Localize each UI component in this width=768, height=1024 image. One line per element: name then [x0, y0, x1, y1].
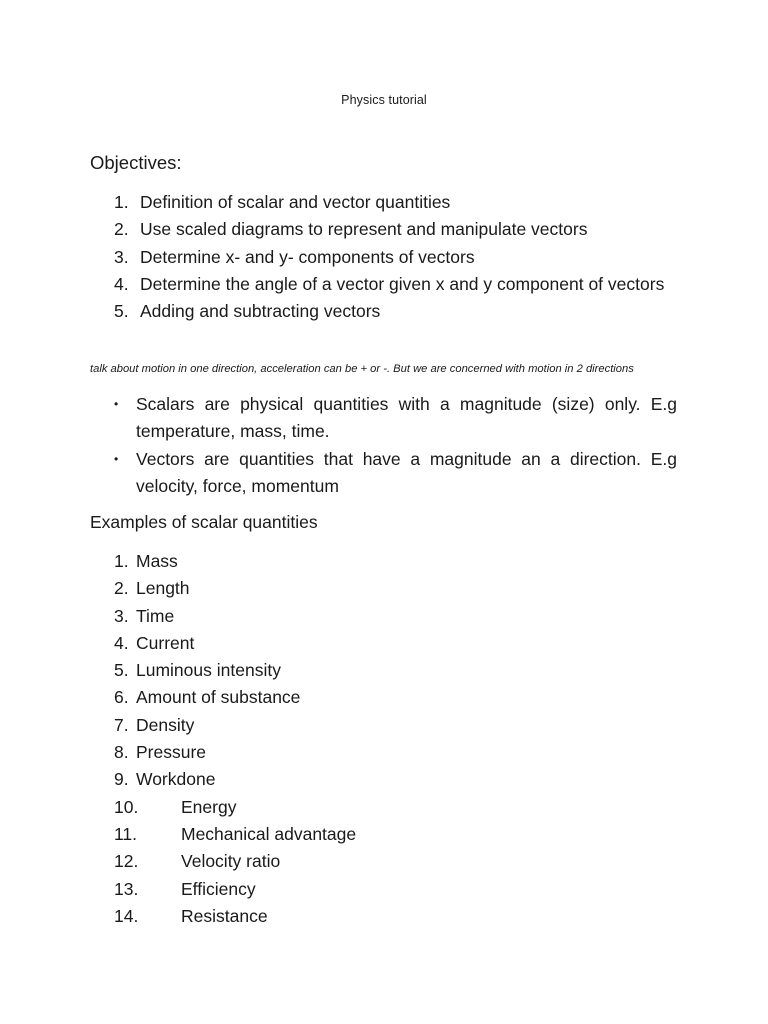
objective-item [114, 298, 677, 325]
example-item [114, 876, 356, 903]
definition-text: Vectors are quantities that have a magnitude an a direction. E.g velocity, force, momentum [136, 448, 677, 496]
objective-number: 3. [114, 246, 129, 267]
objectives-heading: Objectives: [90, 152, 182, 173]
example-number: 1. [114, 551, 129, 571]
example-number: 3. [114, 605, 129, 626]
example-number: 8. [114, 742, 129, 763]
example-item [114, 575, 356, 602]
example-text: Luminous intensity [136, 660, 281, 681]
example-text: Mechanical advantage [181, 823, 357, 844]
objective-text: Definition of scalar and vector quantities [140, 192, 451, 212]
document-title: Physics tutorial [341, 93, 427, 107]
example-item [114, 684, 356, 711]
example-number: 5. [114, 660, 129, 681]
objective-number: 4. [114, 273, 129, 294]
example-item [114, 794, 356, 821]
bullet-icon: • [114, 451, 119, 466]
objective-number: 1. [114, 192, 129, 212]
objective-text: Use scaled diagrams to represent and manipulate vectors [140, 219, 588, 240]
example-text: Current [136, 632, 195, 653]
objective-text: Adding and subtracting vectors [140, 301, 381, 322]
lecturer-note: talk about motion in one direction, acceleration can be + or -. But we are concerned with motion in 2 directions [90, 363, 634, 375]
example-text: Pressure [136, 742, 207, 763]
example-item [114, 548, 356, 575]
definitions-list [114, 391, 677, 500]
definition-text: Scalars are physical quantities with a magnitude (size) only. E.g temperature, mass, time. [136, 394, 677, 442]
example-item [114, 821, 356, 848]
objective-text: Determine x- and y- components of vectors [140, 246, 475, 267]
example-item [114, 657, 356, 684]
example-text: Velocity ratio [181, 851, 281, 872]
example-text: Efficiency [181, 878, 256, 899]
example-number: 12. [114, 851, 139, 872]
example-item [114, 766, 356, 793]
example-text: Workdone [136, 769, 216, 790]
example-number: 10. [114, 796, 139, 817]
objective-number: 5. [114, 301, 129, 322]
bullet-icon: • [114, 397, 119, 411]
definition-item [114, 391, 677, 446]
example-number: 11. [114, 823, 138, 844]
example-number: 9. [114, 769, 129, 790]
example-item [114, 903, 356, 930]
objective-item [114, 216, 677, 243]
example-item [114, 739, 356, 766]
example-item [114, 630, 356, 657]
objective-item [114, 189, 677, 216]
example-number: 14. [114, 905, 139, 926]
objectives-list [114, 189, 677, 325]
examples-list [114, 548, 356, 930]
example-text: Time [136, 605, 175, 626]
objective-item [114, 244, 677, 271]
example-item [114, 848, 356, 875]
example-text: Energy [181, 796, 237, 817]
example-text: Length [136, 578, 190, 599]
objective-text: Determine the angle of a vector given x and y component of vectors [140, 273, 665, 294]
example-text: Resistance [181, 905, 268, 926]
example-number: 2. [114, 578, 129, 599]
example-text: Mass [136, 551, 178, 571]
example-number: 7. [114, 714, 129, 735]
example-text: Density [136, 714, 195, 735]
example-number: 13. [114, 878, 139, 899]
objective-number: 2. [114, 219, 129, 240]
example-item [114, 603, 356, 630]
examples-heading: Examples of scalar quantities [90, 512, 318, 532]
objective-item [114, 271, 677, 298]
example-item [114, 712, 356, 739]
example-number: 6. [114, 687, 129, 708]
example-number: 4. [114, 632, 129, 653]
example-text: Amount of substance [136, 687, 301, 708]
definition-item [114, 446, 677, 501]
